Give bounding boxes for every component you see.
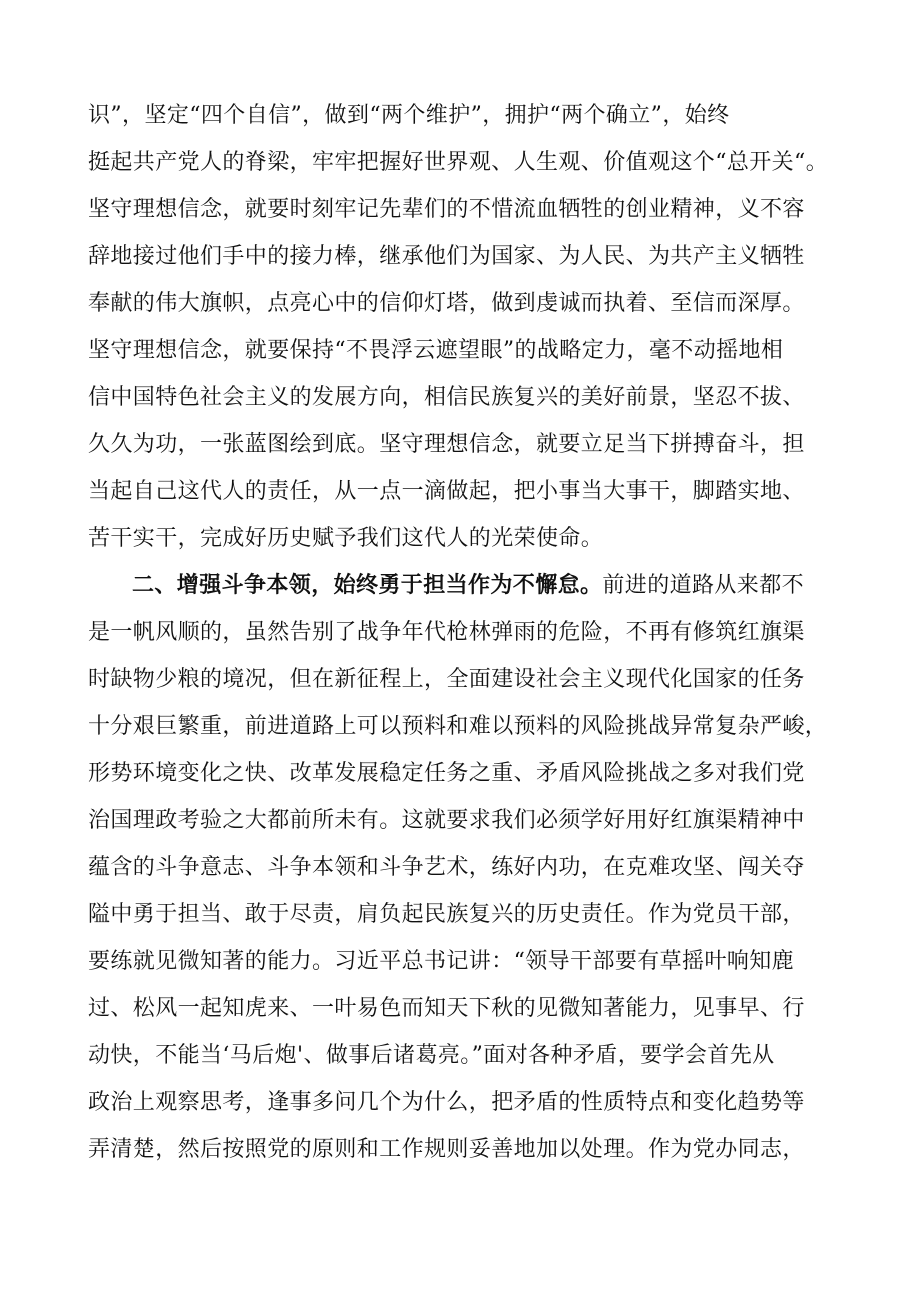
body-line: 要练就见微知著的能力。习近平总书记讲：“领导干部要有草摇叶响知鹿 bbox=[88, 949, 795, 974]
section-first-line-text: 前进的道路从来都不 bbox=[602, 573, 805, 598]
body-line: 隘中勇于担当、敢于尽责，肩负起民族复兴的历史责任。作为党员干部， bbox=[88, 902, 805, 927]
body-line: 过、松风一起知虎来、一叶易色而知天下秋的见微知著能力，见事早、行 bbox=[88, 996, 805, 1021]
body-line: 政治上观察思考，逢事多问几个为什么，把矛盾的性质特点和变化趋势等 bbox=[88, 1090, 805, 1115]
body-line: 是一帆风顺的，虽然告别了战争年代枪林弹雨的危险，不再有修筑红旗渠 bbox=[88, 620, 805, 645]
body-line: 苦干实干，完成好历史赋予我们这代人的光荣使命。 bbox=[88, 526, 604, 551]
body-line: 识”，坚定“四个自信”，做到“两个维护”，拥护“两个确立”，始终 bbox=[88, 103, 730, 128]
body-line: 动快，不能当‘马后炮'、做事后诸葛亮。”面对各种矛盾，要学会首先从 bbox=[88, 1043, 775, 1068]
section-heading-line bbox=[88, 562, 848, 609]
body-line: 信中国特色社会主义的发展方向，相信民族复兴的美好前景，坚忍不拔、 bbox=[88, 385, 805, 410]
document-body bbox=[88, 92, 848, 1173]
body-line: 坚守理想信念，就要保持“不畏浮云遮望眼”的战略定力，毫不动摇地相 bbox=[88, 338, 784, 363]
body-line: 弄清楚，然后按照党的原则和工作规则妥善地加以处理。作为党办同志， bbox=[88, 1137, 805, 1162]
section-heading: 二、增强斗争本领，始终勇于担当作为不懈怠。 bbox=[132, 572, 603, 598]
body-line: 时缺物少粮的境况，但在新征程上，全面建设社会主义现代化国家的任务 bbox=[88, 667, 805, 692]
body-line: 辞地接过他们手中的接力棒，继承他们为国家、为人民、为共产主义牺牲 bbox=[88, 244, 805, 269]
body-line: 治国理政考验之大都前所未有。这就要求我们必须学好用好红旗渠精神中 bbox=[88, 808, 805, 833]
body-line: 蕴含的斗争意志、斗争本领和斗争艺术，练好内功，在克难攻坚、闯关夺 bbox=[88, 855, 805, 880]
body-line: 坚守理想信念，就要时刻牢记先辈们的不惜流血牺牲的创业精神，义不容 bbox=[88, 197, 805, 222]
body-line: 当起自己这代人的责任，从一点一滴做起，把小事当大事干，脚踏实地、 bbox=[88, 479, 805, 504]
body-line: 奉献的伟大旗帜，点亮心中的信仰灯塔，做到虔诚而执着、至信而深厚。 bbox=[88, 291, 805, 316]
body-line: 挺起共产党人的脊梁，牢牢把握好世界观、人生观、价值观这个“总开关“。 bbox=[88, 150, 829, 175]
body-line: 形势环境变化之快、改革发展稳定任务之重、矛盾风险挑战之多对我们党 bbox=[88, 761, 805, 786]
body-line: 久久为功，一张蓝图绘到底。坚守理想信念，就要立足当下拼搏奋斗，担 bbox=[88, 432, 805, 457]
body-line: 十分艰巨繁重，前进道路上可以预料和难以预料的风险挑战异常复杂严峻， bbox=[88, 714, 828, 739]
